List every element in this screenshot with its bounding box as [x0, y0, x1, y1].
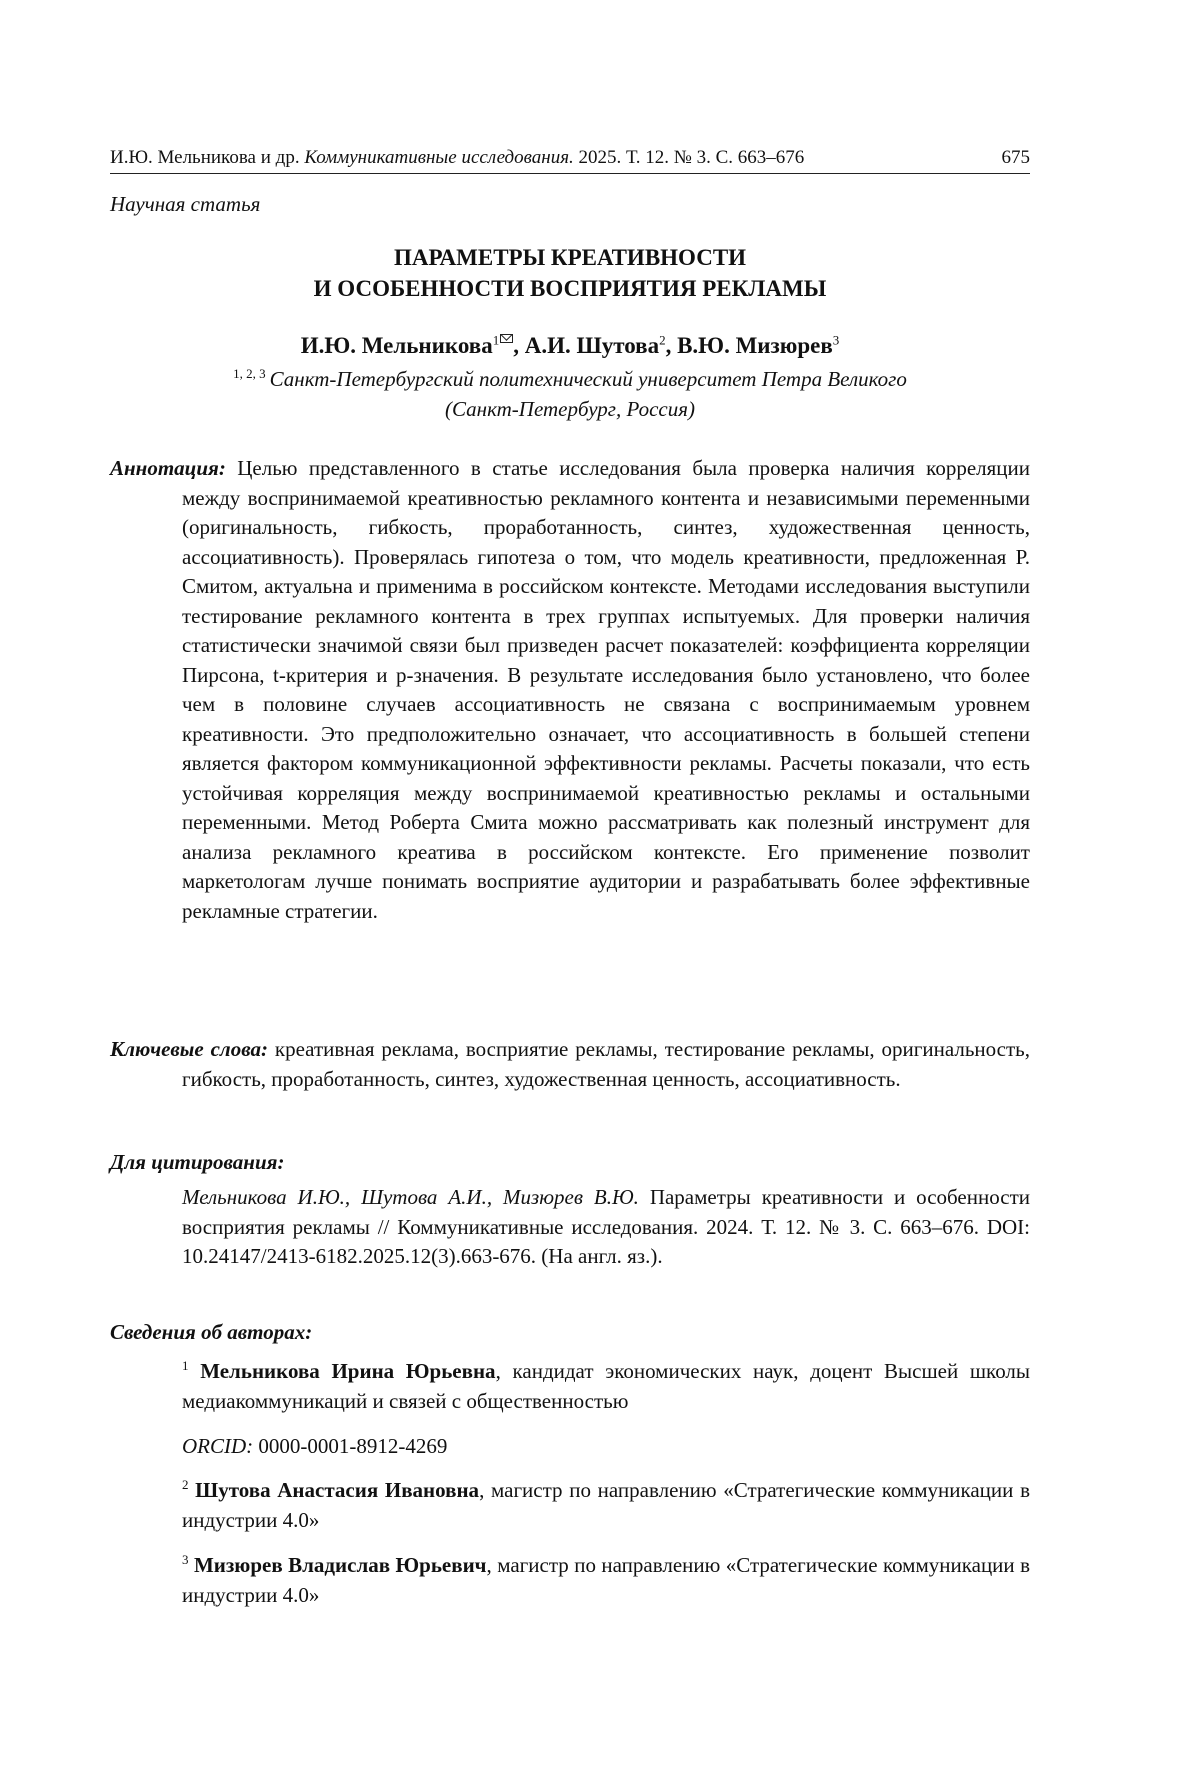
title-line-2: И ОСОБЕННОСТИ ВОСПРИЯТИЯ РЕКЛАМЫ — [313, 276, 827, 301]
author-entry-desc: , кандидат экономических наук, доцент Высшей школы медиакоммуникаций и связей с общественностью — [182, 1359, 1031, 1413]
author-entry-desc: , магистр по направлению «Стратегические коммуникации в индустрии 4.0» — [182, 1553, 1030, 1607]
author-sup: 1 — [492, 332, 500, 348]
author-name: И.Ю. Мельникова — [300, 333, 493, 358]
author-list — [110, 332, 1030, 360]
citation — [182, 1183, 1030, 1272]
author-separator: , — [665, 333, 678, 358]
abstract-text: Целью представленного в статье исследования была проверка наличия корреляции между воспринимаемой креативностью рекламного контента и независимыми переменными (оригинальность, гибкость, проработанность, синтез, художественная ценность, ассоциативность). Проверялась гипотеза о том, что модель креативности, предложенная Р. Смитом, актуальна и применима в российском контексте. Методами исследования выступили тестирование рекламного контента в трех группах испытуемых. Для проверки наличия статистически значимой связи был призведен расчет показателей: коэффициента корреляции Пирсона, t-критерия и p-значения. В результате исследования было установлено, что более чем в половине случаев ассоциативность не связана с воспринимаемым уровнем креативности. Это предположительно означает, что ассоциативность в большей степени является фактором коммуникационной эффективности рекламы. Расчеты показали, что есть устойчивая корреляция между воспринимаемой креативностью рекламы и остальными переменными. Метод Роберта Смита можно рассматривать как полезный инструмент для анализа рекламного креатива в российском контексте. Его применение позволит маркетологам лучше понимать восприятие аудитории и разрабатывать более эффективные рекламные стратегии. — [182, 456, 1030, 923]
citation-text: Параметры креативности и особенности восприятия рекламы // Коммуникативные исследования. 2024. Т. 12. № 3. С. 663–676. DOI: 10.24147/2413-6182.2025.12(3).663-676. (На англ. яз.). — [182, 1185, 1030, 1268]
citation-authors: Мельникова И.Ю., Шутова А.И., Мизюрев В.Ю. — [182, 1185, 639, 1209]
author-sup: 2 — [659, 332, 666, 348]
header-details: 2025. Т. 12. № 3. С. 663–676 — [578, 147, 805, 168]
header-authors: И.Ю. Мельникова и др. — [110, 147, 300, 168]
author-name: А.И. Шутова — [524, 333, 660, 358]
author-entry-name: Шутова Анастасия Ивановна — [195, 1478, 480, 1502]
orcid-value: 0000-0001-8912-4269 — [253, 1434, 448, 1458]
affiliation — [110, 364, 1030, 424]
header-citation — [110, 146, 804, 170]
affiliation-numbers: 1, 2, 3 — [233, 366, 266, 381]
envelope-icon — [500, 334, 513, 343]
affiliation-line-2: (Санкт-Петербург, Россия) — [445, 397, 695, 421]
title-line-1: ПАРАМЕТРЫ КРЕАТИВНОСТИ — [393, 245, 747, 270]
abstract — [110, 454, 1030, 926]
header-journal: Коммуникативные исследования. — [304, 147, 574, 168]
orcid-label: ORCID: — [182, 1434, 254, 1458]
citation-heading: Для цитирования: — [110, 1150, 285, 1174]
author-entry-name: Мельникова Ирина Юрьевна — [200, 1359, 496, 1383]
author-entry-3 — [182, 1551, 1030, 1610]
keywords-label: Ключевые слова: — [110, 1037, 268, 1061]
running-header — [110, 146, 1030, 174]
author-entry-2 — [182, 1476, 1030, 1535]
author-entry-num: 2 — [182, 1477, 189, 1492]
author-entry-name: Мизюрев Владислав Юрьевич — [193, 1553, 487, 1577]
author-entry-1 — [182, 1357, 1030, 1416]
author-sup: 3 — [832, 332, 840, 348]
keywords-text: креативная реклама, восприятие рекламы, тестирование рекламы, оригинальность, гибкость, проработанность, синтез, художественная ценность, ассоциативность. — [182, 1037, 1031, 1091]
article-type: Научная статья — [110, 192, 261, 216]
affiliation-line-1 — [110, 364, 1030, 394]
author-name: В.Ю. Мизюрев — [677, 333, 833, 358]
author-entry-num: 3 — [182, 1552, 189, 1567]
article-title — [110, 242, 1030, 304]
author-entry-num: 1 — [182, 1358, 189, 1373]
keywords — [110, 1035, 1030, 1094]
affiliation-university: Санкт-Петербургский политехнический университет Петра Великого — [269, 367, 907, 391]
author-entry-desc: , магистр по направлению «Стратегические коммуникации в индустрии 4.0» — [182, 1478, 1030, 1532]
author-separator: , — [513, 333, 525, 358]
page-number: 675 — [1001, 147, 1030, 168]
abstract-label: Аннотация: — [110, 456, 226, 480]
author-info-heading: Сведения об авторах: — [110, 1320, 313, 1344]
orcid — [182, 1432, 1030, 1462]
